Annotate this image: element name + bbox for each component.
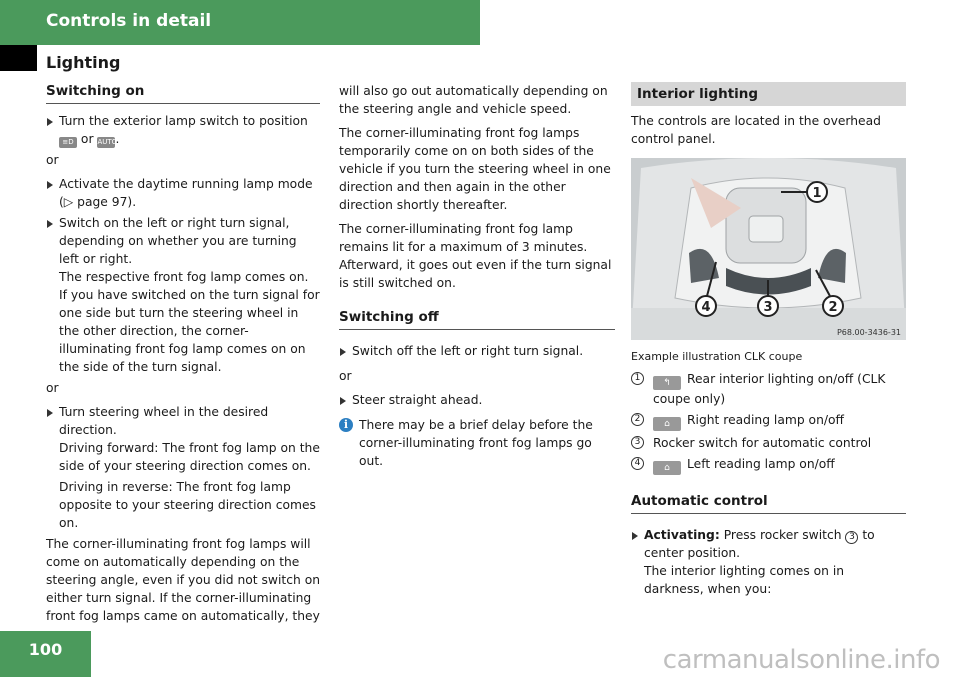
lowbeam-symbol-icon: ≡D — [59, 137, 77, 148]
section-title: Lighting — [46, 53, 121, 72]
legend-number: 3 — [631, 436, 644, 449]
step-turn-signal: Switch on the left or right turn signal, depending on whether you are turning left or right. The respective front fog lamp comes on. If you have switched on the turn signal for one side but turn the steering wheel in the other direction, the corner-illuminating front fog lamp comes on on the side of the turn signal. — [46, 214, 320, 376]
reading-lamp-icon: ⌂ — [653, 461, 681, 475]
or-text: or — [46, 381, 59, 395]
paragraph-max-duration: The corner-illuminating front fog lamp remains lit for a maximum of 3 minutes. Afterward, it goes out even if the turn signal is still switched on. — [339, 222, 612, 290]
step-steer-straight: Steer straight ahead. — [339, 391, 615, 409]
rear-lamp-icon: ↰ — [653, 376, 681, 390]
legend-item: 4 ⌂ Left reading lamp on/off — [631, 455, 906, 475]
step-daytime-running: Activate the daytime running lamp mode (▷ page 97). — [46, 175, 320, 211]
heading-switching-on: Switching on — [46, 82, 320, 104]
legend-number: 1 — [631, 372, 644, 385]
callout-3: 3 — [763, 300, 773, 315]
column-left — [46, 82, 320, 627]
step-turn-exterior-switch: Turn the exterior lamp switch to position ≡D or AUTO. — [46, 112, 320, 148]
legend-item: 2 ⌂ Right reading lamp on/off — [631, 411, 906, 431]
legend-item: 1 ↰ Rear interior lighting on/off (CLK coupe only) — [631, 370, 906, 408]
info-icon: i — [339, 418, 353, 432]
column-right — [631, 82, 906, 601]
column-middle — [339, 82, 615, 470]
legend-number: 4 — [631, 457, 644, 470]
legend-number: 2 — [631, 413, 644, 426]
illustration-caption: Example illustration CLK coupe — [631, 350, 803, 363]
image-code: P68.00-3436-31 — [836, 328, 901, 337]
legend-item: 3 Rocker switch for automatic control — [631, 434, 906, 452]
callout-1: 1 — [812, 186, 822, 201]
step-activating: Activating: Press rocker switch 3 to center position. The interior lighting comes on in darkness, when you: — [631, 526, 906, 598]
watermark: carmanualsonline.info — [662, 645, 940, 675]
heading-interior-lighting: Interior lighting — [631, 82, 906, 106]
step-steering-wheel: Turn steering wheel in the desired direction. Driving forward: The front fog lamp on the side of your steering direction comes on. Driving in reverse: The front fog lamp opposite to your steering direction comes on. — [46, 403, 320, 532]
info-note: i There may be a brief delay before the corner-illuminating front fog lamps go out. — [339, 416, 615, 470]
inline-callout-3: 3 — [845, 531, 858, 544]
auto-symbol-icon: AUTO — [97, 138, 118, 146]
page-number: 100 — [28, 640, 63, 659]
paragraph-go-out: will also go out automatically depending on the steering angle and vehicle speed. — [339, 84, 608, 116]
paragraph-auto-fog: The corner-illuminating front fog lamps will come on automatically depending on the steering angle, even if you did not switch on either turn signal. If the corner-illuminating front fog lamps came on automatically, they — [46, 537, 321, 623]
chapter-title: Controls in detail — [46, 11, 212, 31]
section-tab-marker — [0, 45, 37, 71]
or-text: or — [46, 153, 59, 167]
heading-automatic-control: Automatic control — [631, 492, 906, 514]
overhead-control-panel-illustration — [631, 158, 906, 340]
control-panel-drawing — [631, 158, 906, 340]
paragraph-controls-location: The controls are located in the overhead control panel. — [631, 114, 881, 146]
heading-switching-off: Switching off — [339, 308, 615, 330]
or-text: or — [339, 369, 352, 383]
callout-4: 4 — [701, 300, 711, 315]
callout-2: 2 — [828, 300, 838, 315]
paragraph-both-sides: The corner-illuminating front fog lamps temporarily come on on both sides of the vehicle if you turn the steering wheel in one direction and then again in the other direction shortly thereafter. — [339, 126, 611, 212]
reading-lamp-icon: ⌂ — [653, 417, 681, 431]
step-switch-off-signal: Switch off the left or right turn signal. — [339, 342, 615, 360]
